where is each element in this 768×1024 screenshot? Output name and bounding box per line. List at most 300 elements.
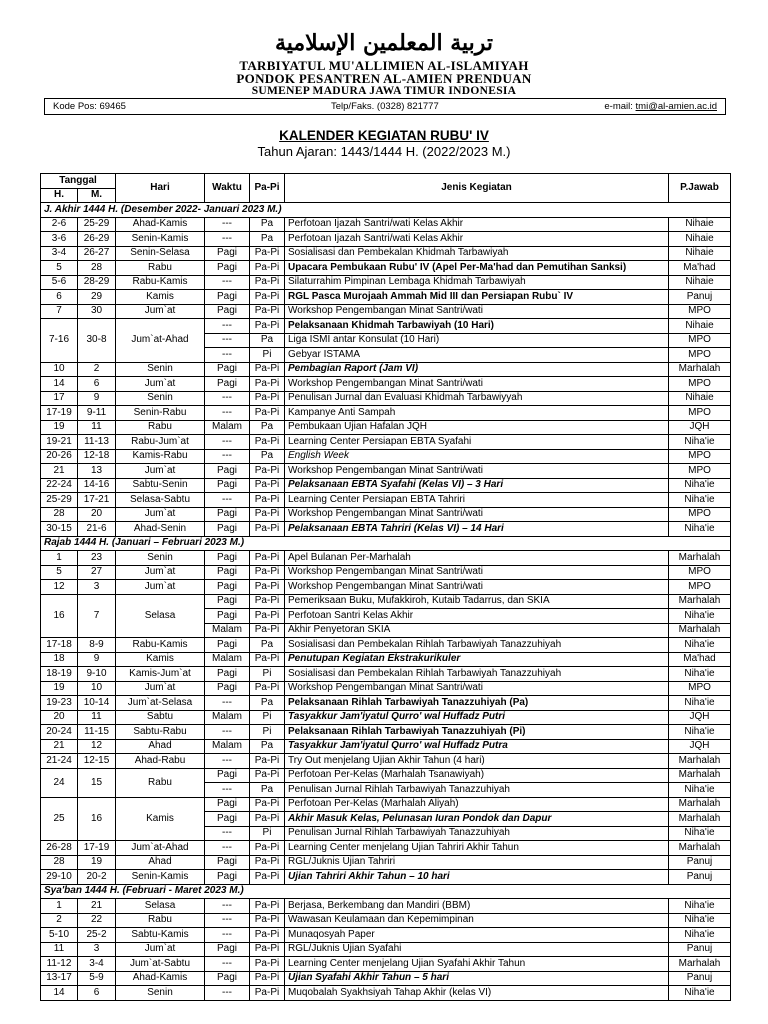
responsible: JQH — [669, 420, 731, 435]
date-masehi: 3-4 — [78, 957, 116, 972]
date-hijri: 5-10 — [41, 928, 78, 943]
day: Ahad — [116, 739, 205, 754]
responsible: MPO — [669, 333, 731, 348]
responsible: Nihaie — [669, 217, 731, 232]
responsible: Panuj — [669, 290, 731, 305]
activity: Workshop Pengembangan Minat Santri/wati — [285, 580, 669, 595]
gender: Pa-Pi — [250, 522, 285, 537]
gender: Pa-Pi — [250, 768, 285, 783]
day: Kamis — [116, 797, 205, 841]
day: Senin — [116, 551, 205, 566]
responsible: Ma'had — [669, 652, 731, 667]
section-row — [41, 203, 731, 218]
activity: English Week — [285, 449, 669, 464]
table-row — [41, 696, 731, 711]
date-masehi: 23 — [78, 551, 116, 566]
gender: Pa-Pi — [250, 899, 285, 914]
time: --- — [205, 783, 250, 798]
gender: Pa-Pi — [250, 652, 285, 667]
day: Sabtu — [116, 710, 205, 725]
gender: Pa-Pi — [250, 855, 285, 870]
time: Pagi — [205, 580, 250, 595]
responsible: Niha'ie — [669, 493, 731, 508]
time: Pagi — [205, 667, 250, 682]
activity: Workshop Pengembangan Minat Santri/wati — [285, 377, 669, 392]
activity: Silaturrahim Pimpinan Lembaga Khidmah Tarbawiyah — [285, 275, 669, 290]
activity: Perfotoan Santri Kelas Akhir — [285, 609, 669, 624]
date-masehi: 20-2 — [78, 870, 116, 885]
date-hijri: 22-24 — [41, 478, 78, 493]
date-masehi: 25-29 — [78, 217, 116, 232]
activity: Pelaksanaan Rihlah Tarbawiyah Tanazzuhiyah (Pa) — [285, 696, 669, 711]
date-masehi: 21-6 — [78, 522, 116, 537]
time: Pagi — [205, 246, 250, 261]
time: --- — [205, 319, 250, 334]
date-masehi: 21 — [78, 899, 116, 914]
date-hijri: 25-29 — [41, 493, 78, 508]
table-row — [41, 420, 731, 435]
date-masehi: 26-29 — [78, 232, 116, 247]
gender: Pa-Pi — [250, 507, 285, 522]
time: Malam — [205, 710, 250, 725]
responsible: Marhalah — [669, 812, 731, 827]
date-hijri: 19 — [41, 420, 78, 435]
gender: Pa-Pi — [250, 942, 285, 957]
date-masehi: 6 — [78, 377, 116, 392]
date-hijri: 5 — [41, 261, 78, 276]
activity: Sosialisasi dan Pembekalan Khidmah Tarbawiyah — [285, 246, 669, 261]
responsible: Niha'ie — [669, 783, 731, 798]
date-hijri: 19-23 — [41, 696, 78, 711]
date-hijri: 10 — [41, 362, 78, 377]
date-masehi: 12-18 — [78, 449, 116, 464]
responsible: Panuj — [669, 855, 731, 870]
day: Sabtu-Rabu — [116, 725, 205, 740]
date-hijri: 26-28 — [41, 841, 78, 856]
section-title: Rajab 1444 H. (Januari – Februari 2023 M.) — [41, 536, 731, 551]
table-row — [41, 986, 731, 1001]
date-masehi: 20 — [78, 507, 116, 522]
table-row — [41, 290, 731, 305]
gender: Pa — [250, 638, 285, 653]
day: Ahad — [116, 855, 205, 870]
activity: Pelaksanaan Rihlah Tarbawiyah Tanazzuhiyah (Pi) — [285, 725, 669, 740]
day: Kamis — [116, 652, 205, 667]
responsible: MPO — [669, 348, 731, 363]
table-row — [41, 971, 731, 986]
date-hijri: 2 — [41, 913, 78, 928]
day: Senin — [116, 986, 205, 1001]
day: Ahad-Kamis — [116, 971, 205, 986]
date-masehi: 28 — [78, 261, 116, 276]
time: Pagi — [205, 768, 250, 783]
date-masehi: 10 — [78, 681, 116, 696]
time: Pagi — [205, 290, 250, 305]
responsible: MPO — [669, 304, 731, 319]
responsible: Niha'ie — [669, 928, 731, 943]
time: Pagi — [205, 478, 250, 493]
date-hijri: 20 — [41, 710, 78, 725]
date-masehi: 11-15 — [78, 725, 116, 740]
responsible: Niha'ie — [669, 913, 731, 928]
responsible: Niha'ie — [669, 522, 731, 537]
responsible: Niha'ie — [669, 826, 731, 841]
gender: Pi — [250, 710, 285, 725]
table-row — [41, 304, 731, 319]
day: Kamis-Rabu — [116, 449, 205, 464]
section-row — [41, 536, 731, 551]
time: --- — [205, 391, 250, 406]
date-hijri: 1 — [41, 899, 78, 914]
activity: Akhir Masuk Kelas, Pelunasan Iuran Pondok dan Dapur — [285, 812, 669, 827]
date-hijri: 19-21 — [41, 435, 78, 450]
responsible: Panuj — [669, 971, 731, 986]
date-masehi: 12 — [78, 739, 116, 754]
section-title: J. Akhir 1444 H. (Desember 2022- Januari 2023 M.) — [41, 203, 731, 218]
gender: Pa-Pi — [250, 406, 285, 421]
gender: Pa-Pi — [250, 435, 285, 450]
date-masehi: 11 — [78, 710, 116, 725]
responsible: Panuj — [669, 870, 731, 885]
day: Rabu — [116, 420, 205, 435]
day: Jum`at — [116, 565, 205, 580]
activity: Tasyakkur Jam'iyatul Qurro' wal Huffadz Putra — [285, 739, 669, 754]
date-masehi: 16 — [78, 797, 116, 841]
responsible: Niha'ie — [669, 696, 731, 711]
gender: Pa-Pi — [250, 594, 285, 609]
postal-code: Kode Pos: 69465 — [53, 101, 126, 112]
activity-calendar-table — [40, 173, 731, 1001]
time: --- — [205, 899, 250, 914]
day: Jum`at-Sabtu — [116, 957, 205, 972]
day: Jum`at-Selasa — [116, 696, 205, 711]
time: Pagi — [205, 464, 250, 479]
gender: Pa-Pi — [250, 913, 285, 928]
responsible: Marhalah — [669, 754, 731, 769]
gender: Pa-Pi — [250, 797, 285, 812]
phone-fax: Telp/Faks. (0328) 821777 — [331, 101, 439, 112]
gender: Pa — [250, 217, 285, 232]
table-row — [41, 232, 731, 247]
date-hijri: 20-26 — [41, 449, 78, 464]
activity: RGL/Juknis Ujian Syafahi — [285, 942, 669, 957]
table-row — [41, 435, 731, 450]
gender: Pa-Pi — [250, 551, 285, 566]
email-link[interactable]: tmi@al-amien.ac.id — [635, 101, 717, 112]
header-pjawab: P.Jawab — [669, 174, 731, 203]
table-row — [41, 275, 731, 290]
activity: Wawasan Keulamaan dan Kepemimpinan — [285, 913, 669, 928]
time: Pagi — [205, 377, 250, 392]
date-masehi: 10-14 — [78, 696, 116, 711]
day: Jum`at — [116, 377, 205, 392]
activity: Munaqosyah Paper — [285, 928, 669, 943]
section-title: Sya'ban 1444 H. (Februari - Maret 2023 M.) — [41, 884, 731, 899]
date-hijri: 14 — [41, 986, 78, 1001]
date-masehi: 12-15 — [78, 754, 116, 769]
date-masehi: 29 — [78, 290, 116, 305]
pesantren-name: PONDOK PESANTREN AL-AMIEN PRENDUAN — [236, 71, 532, 86]
responsible: Nihaie — [669, 275, 731, 290]
table-row — [41, 493, 731, 508]
section-row — [41, 884, 731, 899]
date-masehi: 11-13 — [78, 435, 116, 450]
time: --- — [205, 333, 250, 348]
time: --- — [205, 957, 250, 972]
table-row — [41, 710, 731, 725]
date-masehi: 2 — [78, 362, 116, 377]
email-line — [604, 99, 717, 114]
day: Rabu-Kamis — [116, 638, 205, 653]
activity: Learning Center menjelang Ujian Tahriri Akhir Tahun — [285, 841, 669, 856]
responsible: Niha'ie — [669, 478, 731, 493]
activity: Penulisan Jurnal dan Evaluasi Khidmah Tarbawiyyah — [285, 391, 669, 406]
date-masehi: 9-10 — [78, 667, 116, 682]
date-hijri: 5-6 — [41, 275, 78, 290]
activity: Ujian Syafahi Akhir Tahun – 5 hari — [285, 971, 669, 986]
date-hijri: 14 — [41, 377, 78, 392]
gender: Pa — [250, 696, 285, 711]
date-hijri: 30-15 — [41, 522, 78, 537]
table-row — [41, 652, 731, 667]
date-masehi: 8-9 — [78, 638, 116, 653]
responsible: Niha'ie — [669, 667, 731, 682]
table-row — [41, 594, 731, 609]
day: Jum`at — [116, 507, 205, 522]
date-hijri: 2-6 — [41, 217, 78, 232]
time: Malam — [205, 420, 250, 435]
activity: Workshop Pengembangan Minat Santri/wati — [285, 565, 669, 580]
table-row — [41, 478, 731, 493]
table-row — [41, 391, 731, 406]
institution-name: TARBIYATUL MU'ALLIMIEN AL-ISLAMIYAH — [239, 58, 529, 73]
gender: Pi — [250, 826, 285, 841]
activity: Learning Center menjelang Ujian Syafahi Akhir Tahun — [285, 957, 669, 972]
time: --- — [205, 406, 250, 421]
gender: Pa-Pi — [250, 319, 285, 334]
gender: Pa-Pi — [250, 275, 285, 290]
responsible: JQH — [669, 739, 731, 754]
gender: Pa-Pi — [250, 246, 285, 261]
gender: Pa — [250, 783, 285, 798]
time: Pagi — [205, 870, 250, 885]
activity: Learning Center Persiapan EBTA Tahriri — [285, 493, 669, 508]
activity: Kampanye Anti Sampah — [285, 406, 669, 421]
activity: Pelaksanaan EBTA Tahriri (Kelas VI) – 14 Hari — [285, 522, 669, 537]
responsible: MPO — [669, 507, 731, 522]
date-hijri: 29-10 — [41, 870, 78, 885]
responsible: Niha'ie — [669, 725, 731, 740]
date-hijri: 17-19 — [41, 406, 78, 421]
gender: Pa-Pi — [250, 971, 285, 986]
date-masehi: 9-11 — [78, 406, 116, 421]
gender: Pa — [250, 333, 285, 348]
time: --- — [205, 217, 250, 232]
day: Jum`at-Ahad — [116, 319, 205, 363]
responsible: MPO — [669, 449, 731, 464]
activity: Apel Bulanan Per-Marhalah — [285, 551, 669, 566]
date-hijri: 25 — [41, 797, 78, 841]
date-hijri: 17 — [41, 391, 78, 406]
gender: Pa-Pi — [250, 754, 285, 769]
time: --- — [205, 232, 250, 247]
day: Kamis-Jum`at — [116, 667, 205, 682]
date-hijri: 7 — [41, 304, 78, 319]
responsible: Nihaie — [669, 391, 731, 406]
time: --- — [205, 826, 250, 841]
day: Senin — [116, 391, 205, 406]
table-row — [41, 768, 731, 783]
time: Pagi — [205, 855, 250, 870]
time: Pagi — [205, 681, 250, 696]
contact-box — [44, 98, 726, 115]
date-hijri: 3-6 — [41, 232, 78, 247]
date-masehi: 17-19 — [78, 841, 116, 856]
activity: Liga ISMI antar Konsulat (10 Hari) — [285, 333, 669, 348]
date-masehi: 17-21 — [78, 493, 116, 508]
activity: Gebyar ISTAMA — [285, 348, 669, 363]
responsible: Niha'ie — [669, 899, 731, 914]
activity: Penulisan Jurnal Rihlah Tarbawiyah Tanazzuhiyah — [285, 826, 669, 841]
activity: RGL Pasca Murojaah Ammah Mid III dan Persiapan Rubu` IV — [285, 290, 669, 305]
date-hijri: 6 — [41, 290, 78, 305]
gender: Pi — [250, 725, 285, 740]
table-row — [41, 667, 731, 682]
activity: Workshop Pengembangan Minat Santri/wati — [285, 464, 669, 479]
activity: Perfotoan Ijazah Santri/wati Kelas Akhir — [285, 217, 669, 232]
date-hijri: 13-17 — [41, 971, 78, 986]
gender: Pa-Pi — [250, 261, 285, 276]
date-masehi: 15 — [78, 768, 116, 797]
activity: Perfotoan Per-Kelas (Marhalah Aliyah) — [285, 797, 669, 812]
table-row — [41, 261, 731, 276]
date-masehi: 30 — [78, 304, 116, 319]
responsible: Nihaie — [669, 232, 731, 247]
header-papi: Pa-Pi — [250, 174, 285, 203]
email-label: e-mail: — [604, 101, 636, 112]
gender: Pa — [250, 449, 285, 464]
date-hijri: 18-19 — [41, 667, 78, 682]
header-jenis-kegiatan: Jenis Kegiatan — [285, 174, 669, 203]
responsible: Marhalah — [669, 957, 731, 972]
activity: Pelaksanaan Khidmah Tarbawiyah (10 Hari) — [285, 319, 669, 334]
time: Pagi — [205, 551, 250, 566]
activity: Penutupan Kegiatan Ekstrakurikuler — [285, 652, 669, 667]
gender: Pa — [250, 420, 285, 435]
activity: Upacara Pembukaan Rubu' IV (Apel Per-Ma'had dan Pemutihan Sanksi) — [285, 261, 669, 276]
responsible: Nihaie — [669, 319, 731, 334]
date-hijri: 17-18 — [41, 638, 78, 653]
time: --- — [205, 986, 250, 1001]
table-row — [41, 855, 731, 870]
responsible: Marhalah — [669, 797, 731, 812]
day: Rabu — [116, 913, 205, 928]
date-masehi: 7 — [78, 594, 116, 638]
document-title: KALENDER KEGIATAN RUBU' IV — [279, 128, 489, 143]
time: Pagi — [205, 638, 250, 653]
day: Sabtu-Senin — [116, 478, 205, 493]
gender: Pa-Pi — [250, 290, 285, 305]
time: Pagi — [205, 971, 250, 986]
table-row — [41, 464, 731, 479]
responsible: MPO — [669, 464, 731, 479]
time: --- — [205, 928, 250, 943]
time: --- — [205, 754, 250, 769]
gender: Pa-Pi — [250, 464, 285, 479]
date-hijri: 24 — [41, 768, 78, 797]
activity: Perfotoan Ijazah Santri/wati Kelas Akhir — [285, 232, 669, 247]
responsible: MPO — [669, 681, 731, 696]
day: Rabu — [116, 261, 205, 276]
time: Pagi — [205, 522, 250, 537]
date-masehi: 25-2 — [78, 928, 116, 943]
gender: Pi — [250, 667, 285, 682]
gender: Pa-Pi — [250, 928, 285, 943]
gender: Pa-Pi — [250, 478, 285, 493]
day: Rabu-Jum`at — [116, 435, 205, 450]
gender: Pa-Pi — [250, 493, 285, 508]
day: Senin — [116, 362, 205, 377]
table-row — [41, 870, 731, 885]
time: Pagi — [205, 942, 250, 957]
gender: Pa-Pi — [250, 377, 285, 392]
time: Pagi — [205, 304, 250, 319]
table-row — [41, 377, 731, 392]
time: Pagi — [205, 797, 250, 812]
activity: Tasyakkur Jam'iyatul Qurro' wal Huffadz Putri — [285, 710, 669, 725]
activity: Try Out menjelang Ujian Akhir Tahun (4 hari) — [285, 754, 669, 769]
time: --- — [205, 841, 250, 856]
gender: Pi — [250, 348, 285, 363]
table-body — [41, 203, 731, 1001]
activity: Ujian Tahriri Akhir Tahun – 10 hari — [285, 870, 669, 885]
table-row — [41, 217, 731, 232]
time: Pagi — [205, 812, 250, 827]
activity: Muqobalah Syakhsiyah Tahap Akhir (kelas VI) — [285, 986, 669, 1001]
responsible: Marhalah — [669, 362, 731, 377]
table-row — [41, 507, 731, 522]
table-row — [41, 957, 731, 972]
gender: Pa — [250, 232, 285, 247]
activity: Pembagian Raport (Jam VI) — [285, 362, 669, 377]
activity: Pembukaan Ujian Hafalan JQH — [285, 420, 669, 435]
date-masehi: 22 — [78, 913, 116, 928]
time: Malam — [205, 739, 250, 754]
table-row — [41, 928, 731, 943]
day: Selasa-Sabtu — [116, 493, 205, 508]
responsible: Marhalah — [669, 768, 731, 783]
responsible: Nihaie — [669, 246, 731, 261]
date-hijri: 11-12 — [41, 957, 78, 972]
gender: Pa-Pi — [250, 623, 285, 638]
responsible: MPO — [669, 580, 731, 595]
table-row — [41, 551, 731, 566]
table-row — [41, 725, 731, 740]
date-masehi: 9 — [78, 652, 116, 667]
activity: Penulisan Jurnal Rihlah Tarbawiyah Tanazzuhiyah — [285, 783, 669, 798]
table-row — [41, 913, 731, 928]
activity: Sosialisasi dan Pembekalan Rihlah Tarbawiyah Tanazzuhiyah — [285, 667, 669, 682]
table-row — [41, 580, 731, 595]
responsible: JQH — [669, 710, 731, 725]
date-hijri: 11 — [41, 942, 78, 957]
day: Ahad-Senin — [116, 522, 205, 537]
responsible: Marhalah — [669, 841, 731, 856]
activity: Perfotoan Per-Kelas (Marhalah Tsanawiyah) — [285, 768, 669, 783]
day: Kamis — [116, 290, 205, 305]
time: Malam — [205, 623, 250, 638]
gender: Pa-Pi — [250, 609, 285, 624]
